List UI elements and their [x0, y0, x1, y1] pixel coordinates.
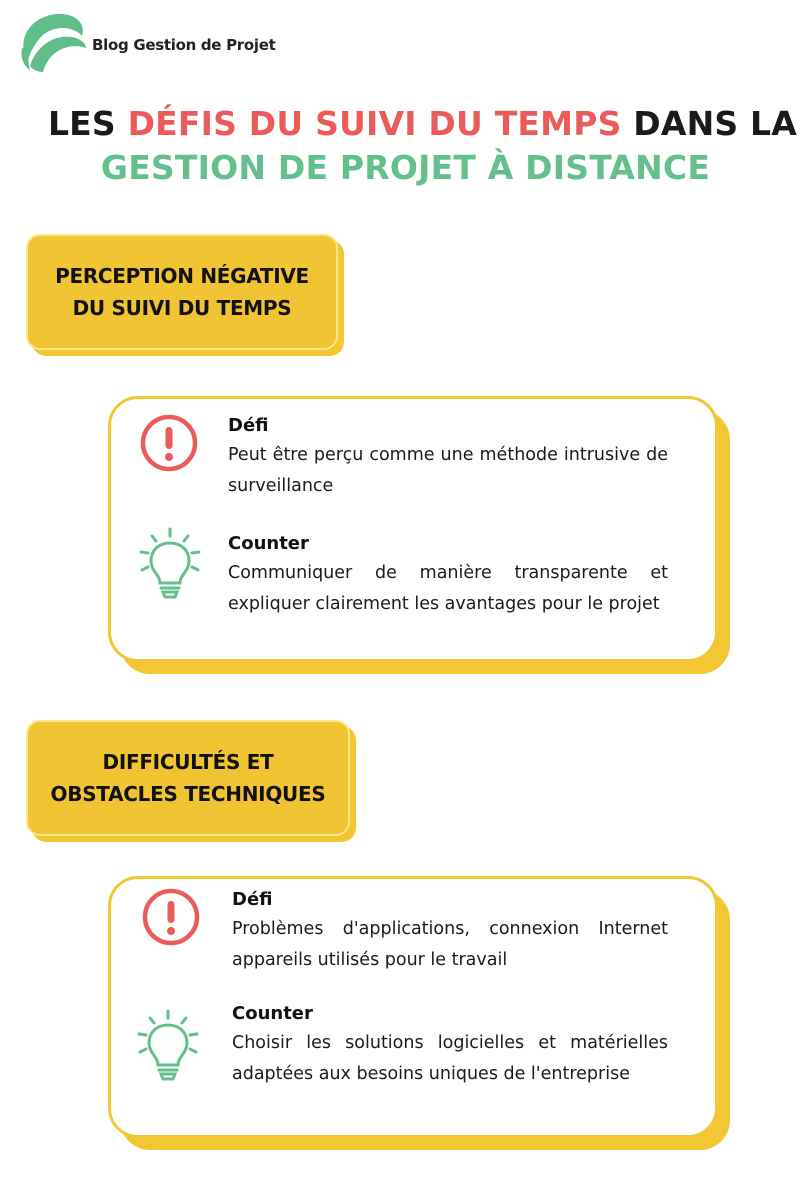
logo-text: Blog Gestion de Projet [92, 36, 276, 54]
counter-text: Choisir les solutions logicielles et matérielles adaptées aux besoins uniques de l'entreprise [232, 1033, 668, 1084]
counter-heading: Counter [232, 1003, 313, 1024]
defi-heading: Défi [228, 415, 269, 436]
label-line-2: DU SUIVI DU TEMPS [72, 296, 292, 320]
counter-entry-2 [232, 1000, 668, 1090]
title-part-2: DANS LA [621, 104, 798, 143]
counter-entry-1 [228, 530, 668, 620]
label-line-1: PERCEPTION NÉGATIVE [55, 264, 309, 288]
title-line-2: GESTION DE PROJET À DISTANCE [100, 148, 711, 187]
section-label-2 [26, 720, 350, 836]
section-label-1 [26, 234, 338, 350]
label-face [26, 720, 350, 836]
page-title [0, 102, 811, 190]
lightbulb-icon [136, 526, 204, 602]
exclamation-circle-icon [138, 412, 200, 474]
counter-heading: Counter [228, 533, 309, 554]
leaf-logo-icon [16, 8, 90, 76]
defi-entry-1 [228, 412, 668, 502]
title-highlight-red: DÉFIS DU SUIVI DU TEMPS [127, 104, 622, 143]
title-part-1: LES [47, 104, 128, 143]
counter-text: Communiquer de manière transparente et expliquer clairement les avantages pour le projet [228, 563, 668, 614]
label-line-2: OBSTACLES TECHNIQUES [50, 782, 326, 806]
defi-entry-2 [232, 886, 668, 976]
exclamation-circle-icon [140, 886, 202, 948]
defi-heading: Défi [232, 889, 273, 910]
label-face [26, 234, 338, 350]
title-line-1 [0, 102, 811, 146]
lightbulb-icon [134, 1008, 202, 1084]
blog-logo[interactable] [16, 8, 276, 76]
defi-text: Peut être perçu comme une méthode intrusive de surveillance [228, 445, 668, 496]
defi-text: Problèmes d'applications, connexion Internet appareils utilisés pour le travail [232, 919, 668, 970]
label-line-1: DIFFICULTÉS ET [102, 750, 274, 774]
